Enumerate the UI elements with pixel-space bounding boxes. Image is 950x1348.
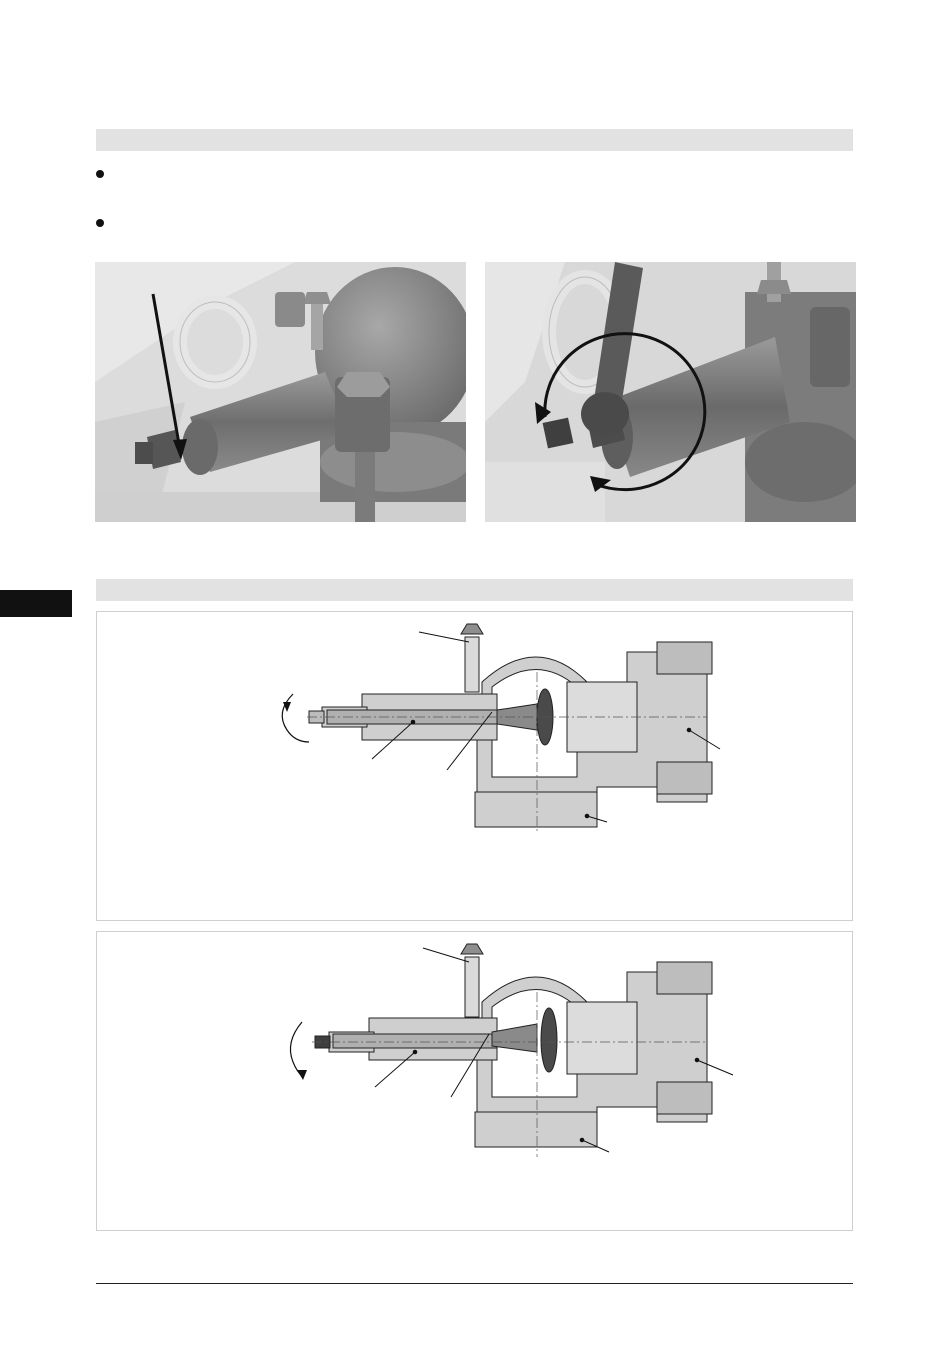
diagram-frame [96,931,853,1231]
cross-section-1 [97,612,852,920]
chapter-tab [0,590,72,617]
rotation-arrow [290,1022,303,1077]
cross-section-2 [97,932,852,1230]
rotation-arrow [282,694,309,742]
diagram-frame [96,611,853,921]
photo-nut-location [95,262,466,522]
section-header-bar [96,579,853,601]
bullet-point [96,219,104,227]
photo-wrench-rotation [485,262,856,522]
bullet-point [96,170,104,178]
footer-rule [96,1283,853,1284]
section-header-bar [96,129,853,151]
